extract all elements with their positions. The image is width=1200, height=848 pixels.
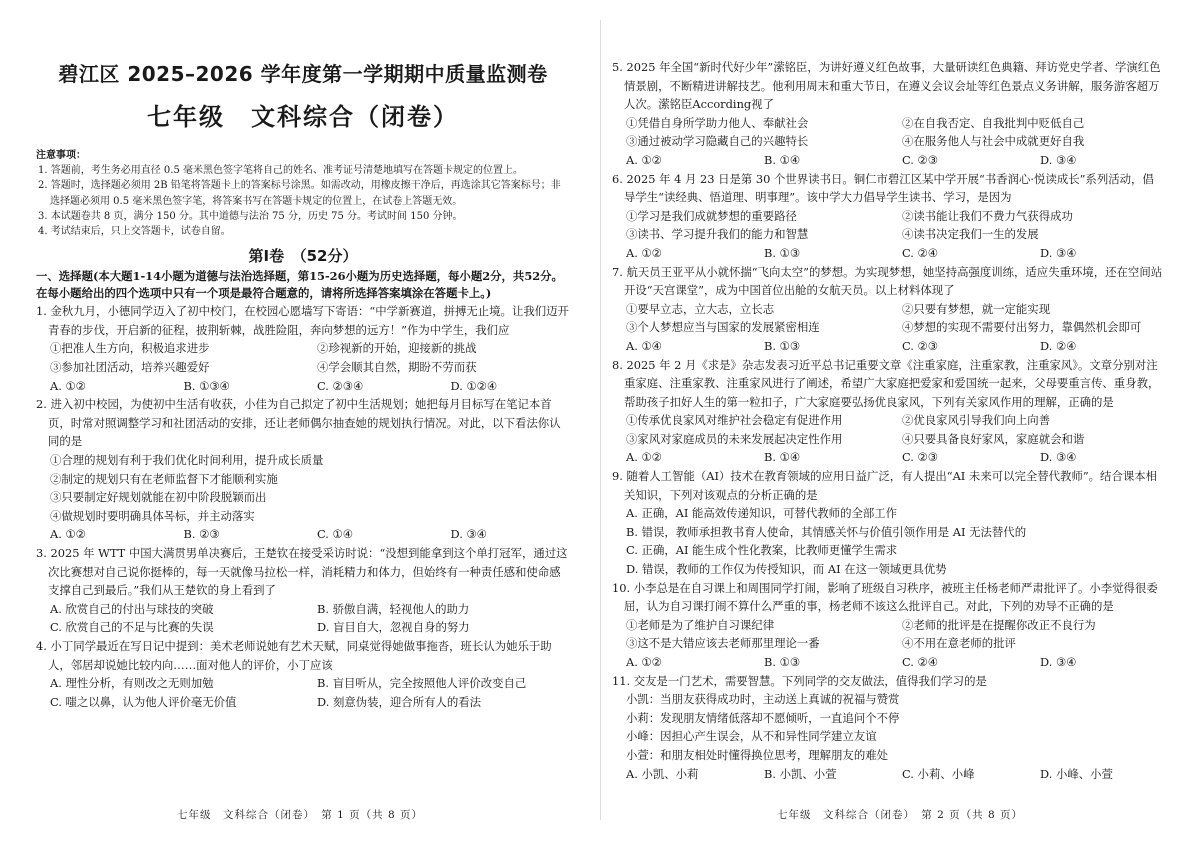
statement-option: ④在服务他人与社会中成就更好自我 <box>902 134 1085 149</box>
question-stem: 11. 交友是一门艺术，需要智慧。下列同学的交友做法，值得我们学习的是 <box>612 673 987 688</box>
question-7 <box>612 263 1164 356</box>
statement-option: ④学会顺其自然，期盼不劳而获 <box>317 360 477 374</box>
statement-option: ④做规划时要明确具体목标，并主动落实 <box>50 508 255 523</box>
statement-option: ④梦想的实现不需要付出努力，靠偶然机会即可 <box>902 320 1142 335</box>
exam-subtitle: 七年级 文科综合（闭卷） <box>147 103 459 131</box>
statement-option: ②在自我否定、自我批判中贬低自己 <box>902 115 1085 130</box>
question-stem: 9. 随着人工智能（AI）技术在教育领域的应用日益广泛，有人提出“AI 未来可以完全替代教师”。结合课本相关知识，下列对该观点的分析正确的是 <box>612 469 1158 502</box>
exam-page-2 <box>600 0 1200 848</box>
exam-title: 碧江区 2025–2026 学年度第一学期期中质量监测卷 <box>58 62 548 86</box>
answer-choice: C. 嗤之以鼻，认为他人评价毫无价值 <box>50 694 237 709</box>
answer-choice: C. 欣赏自己的不足与比赛的失误 <box>50 620 214 635</box>
statement-option: ③读书、学习提升我们的能力和智慧 <box>626 227 809 242</box>
answer-choice: D. ③④ <box>1040 655 1077 669</box>
statement-option: ①把准人生方向，积极追求进步 <box>50 341 210 356</box>
answer-choice: C. 正确，AI 能生成个性化教案，比教师更懂学生需求 <box>626 543 898 558</box>
answer-choice: B. 盲目听从，完全按照他人评价改变自己 <box>317 676 527 691</box>
statement-option: ②老师的批评是在提醒你改正不良行为 <box>902 617 1096 632</box>
question-stem: 4. 小丁同学最近在写日记中提到：美术老师说她有艺术天赋，同桌觉得她做事拖沓，班长认为她乐于助人，邻居却说她比较内向……面对他人的评价，小丁应该 <box>36 638 552 672</box>
answer-choice: B. ①③ <box>764 338 801 353</box>
notes-block <box>36 148 570 239</box>
answer-choice: A. ①② <box>626 655 662 669</box>
answer-choice: C. ②③④ <box>317 378 364 393</box>
answer-choice: D. 刻意伪装，迎合所有人的看法 <box>317 694 482 709</box>
question-2 <box>36 395 570 544</box>
statement-option: ③通过被动学习隐藏自己的兴趣特长 <box>626 134 809 149</box>
question-stem: 2. 进入初中校园，为使初中生活有收获，小佳为自己拟定了初中生活规划；她把每月目标写在笔记本首页，时常对照调整学习和社团活动的安排，还让老师偶尔抽查她的规划执行情况。对此，以下看法你认同的是 <box>36 397 561 449</box>
answer-choice: B. ①③ <box>764 655 801 669</box>
answer-choice: C. ②④ <box>902 655 938 669</box>
answer-choice: D. 小峰、小萱 <box>1040 766 1113 781</box>
question-1 <box>36 302 570 395</box>
answer-choice: B. 错误，教师承担教书育人使命，其情感关怀与价值引领作用是 AI 无法替代的 <box>626 524 1027 539</box>
statement-option: ①传承优良家风对维护社会稳定有促进作用 <box>626 413 843 428</box>
statement-option: ①学习是我们成就梦想的重要路径 <box>626 208 797 223</box>
statement-option: ③参加社团活动，培养兴趣爱好 <box>50 360 210 374</box>
page-footer: 七年级 文科综合（闭卷） 第 2 页（共 8 页） <box>777 809 1023 821</box>
statement-option: ②读书能让我们不费力气获得成功 <box>902 208 1073 223</box>
section-heading: 第Ⅰ卷 （52分） <box>248 247 358 266</box>
answer-choice: D. 错误，教师的工作仅为传授知识，而 AI 在这一领域更具优势 <box>626 562 947 577</box>
answer-choice: D. ③④ <box>450 527 487 542</box>
answer-choice: C. ②④ <box>902 245 938 260</box>
answer-choice: C. ②③ <box>902 338 938 353</box>
statement-option: ③只要制定好规划就能在初中阶段脱颖而出 <box>50 490 267 505</box>
answer-choice: B. 骄傲自满，轻视他人的助力 <box>317 601 470 616</box>
statement-option: ①老师是为了维护自习课纪律 <box>626 617 775 632</box>
answer-choice: A. ①② <box>626 245 662 260</box>
answer-choice: B. ②③ <box>183 527 220 542</box>
answer-choice: C. ①④ <box>317 527 353 542</box>
answer-choice: A. ①④ <box>626 338 662 353</box>
answer-choice: B. ①④ <box>764 152 801 167</box>
answer-choice: B. 小凯、小萱 <box>764 766 837 781</box>
statement-option: ①合理的规划有利于我们优化时间利用，提升成长质量 <box>50 452 324 467</box>
statement-option: ②制定的规划只有在老师监督下才能顺利实施 <box>50 471 278 486</box>
answer-choice: C. ②③ <box>902 152 938 167</box>
answer-choice: C. 小莉、小峰 <box>902 766 975 781</box>
question-stem: 6. 2025 年 4 月 23 日是第 30 个世界读书日。铜仁市碧江区某中学开展“书香润心·悦读成长”系列活动，倡导学生“读经典、悟道理、明事理”。该中学大力倡导学生读书、学习，是因为 <box>612 171 1154 205</box>
statement-option: ②珍视新的开始，迎接新的挑战 <box>317 341 477 356</box>
statement-option: ③个人梦想应当与国家的发展紧密相连 <box>626 320 820 335</box>
question-stem: 5. 2025 年全国“新时代好少年”潆铭臣，为讲好遵义红色故事，大量研读红色典籍、拜访党史学者、学演红色情景剧，不断精进讲解技艺。他利用周末和重大节日，在遵义会议会址等红色景点义务讲解，服务游客超万人次。潆铭臣According视了 <box>612 60 1161 112</box>
question-11 <box>612 672 1164 784</box>
answer-choice: D. ①②④ <box>450 378 498 393</box>
section-instruction: 一、选择题(本大题1-14小题为道德与法治选择题，第15-26小题为历史选择题，每小题2分，共52分。在每小题给出的四个选项中只有一个项是最符合题意的，请将所选择答案填涂在答题卡上。) <box>36 269 563 301</box>
question-6 <box>612 170 1164 263</box>
notes-heading: 注意事项： <box>36 150 86 161</box>
note-item: 4. 考试结束后，只上交答题卡，试卷自留。 <box>38 226 231 238</box>
answer-choice: A. 正确，AI 能高效传递知识，可替代教师的全部工作 <box>626 506 898 521</box>
statement-option: ④只要具备良好家风，家庭就会和谐 <box>902 431 1085 446</box>
question-10 <box>612 579 1164 672</box>
question-stem: 8. 2025 年 2 月《求是》杂志发表习近平总书记重要文章《注重家庭，注重家教，注重家风》。文章分别对注重家庭、注重家教、注重家风进行了阐述，希望广大家庭把爱家和爱国统一起来，父母要重言传、重身教，帮助孩子扣好人生的第一粒扣子，广大家庭要弘扬优良家风，下列有关家风作用的理解，正确的是 <box>612 357 1160 409</box>
question-5 <box>612 58 1164 170</box>
answer-choice: A. ①② <box>626 450 662 465</box>
statement-option: ②优良家风引导我们向上向善 <box>902 413 1051 428</box>
question-stem: 1. 金秋九月，小德同学迈入了初中校门，在校园心愿墙写下寄语：“中学新赛道，拼搏无止境。让我们迈开青春的步伐，开启新的征程，披荆斩棘，战胜险阻，奔向梦想的远方！”作为中学生，我们应 <box>36 304 569 337</box>
answer-choice: D. 盲目自大，忽视自身的努力 <box>317 620 470 635</box>
statement-option: ③家风对家庭成员的未来发展起决定性作用 <box>626 431 843 446</box>
question-3 <box>36 544 570 637</box>
statement-line: 小莉：发现朋友情绪低落却不愿倾听，一直追问个不停 <box>626 710 900 725</box>
statement-option: ②只要有梦想，就一定能实现 <box>902 301 1051 316</box>
statement-option: ①凭借自身所学助力他人、奉献社会 <box>626 115 809 130</box>
answer-choice: A. 欣赏自己的付出与球技的突破 <box>50 601 214 616</box>
statement-line: 小萱：和朋友相处时懂得换位思考，理解朋友的难处 <box>626 747 888 762</box>
note-item: 1. 答题前，考生务必用直径 0.5 毫米黑色签字笔将自己的姓名、准考证号清楚地填写在答题卡规定的位置上。 <box>38 165 523 177</box>
answer-choice: B. ①④ <box>764 450 801 465</box>
statement-option: ①要早立志，立大志，立长志 <box>626 301 775 316</box>
page-footer: 七年级 文科综合（闭卷） 第 1 页（共 8 页） <box>177 809 423 821</box>
note-item: 2. 答题时，选择题必须用 2B 铅笔将答题卡上的答案标号涂黑。如需改动，用橡皮擦干净后，再选涂其它答案标号；非选择题必须用 0.5 毫米黑色签字笔，将答案书写在答题卡规定的位置上，在试卷上答题无效。 <box>38 180 561 207</box>
statement-option: ③这不是大错应该去老师那里理论一番 <box>626 636 820 651</box>
answer-choice: D. ③④ <box>1040 152 1077 167</box>
answer-choice: A. ①② <box>50 527 86 542</box>
question-stem: 7. 航天员王亚平从小就怀揣“飞向太空”的梦想。为实现梦想，她坚持高强度训练，适应失重环境，还在空间站开设“天宫课堂”，成为中国首位出舱的女航天员。以上材料体现了 <box>612 264 1163 298</box>
answer-choice: A. ①② <box>50 378 86 393</box>
answer-choice: B. ①③ <box>764 245 801 260</box>
question-stem: 10. 小李总是在自习课上和周围同学打闹，影响了班级自习秩序，被班主任杨老师严肃批评了。小李觉得很委屈，认为自习课打闹不算什么严重的事，杨老师不该这么批评自己。对此，下列的劝导不正确的是 <box>612 580 1158 614</box>
question-4 <box>36 637 570 711</box>
question-stem: 3. 2025 年 WTT 中国大满贯男单决赛后，王楚钦在接受采访时说：“没想到能拿到这个单打冠军，通过这次比赛想对自己说你挺棒的，每一天就像马拉松一样，消耗精力和体力，但始终有一种责任感和使命感支撑自己到最后。”我们从王楚钦的身上看到了 <box>36 545 568 598</box>
statement-line: 小峰：因担心产生误会，从不和异性同学建立友谊 <box>626 729 877 744</box>
answer-choice: D. ③④ <box>1040 245 1077 260</box>
question-8 <box>612 356 1164 468</box>
question-9 <box>612 467 1164 579</box>
answer-choice: C. ②③ <box>902 450 938 465</box>
answer-choice: A. ①② <box>626 152 662 167</box>
answer-choice: D. ②④ <box>1040 338 1077 353</box>
answer-choice: A. 小凯、小莉 <box>626 766 699 781</box>
statement-line: 小凯：当朋友获得成功时，主动送上真诚的祝福与赞赏 <box>626 692 900 707</box>
answer-choice: D. ③④ <box>1040 450 1077 465</box>
statement-option: ④读书决定我们一生的发展 <box>902 227 1039 242</box>
answer-choice: B. ①③④ <box>183 378 230 393</box>
answer-choice: A. 理性分析，有则改之无则加勉 <box>50 676 214 691</box>
note-item: 3. 本试题卷共 8 页，满分 150 分。其中道德与法治 75 分，历史 75 分。考试时间 150 分钟。 <box>38 210 463 222</box>
statement-option: ④不用在意老师的批评 <box>902 636 1016 651</box>
